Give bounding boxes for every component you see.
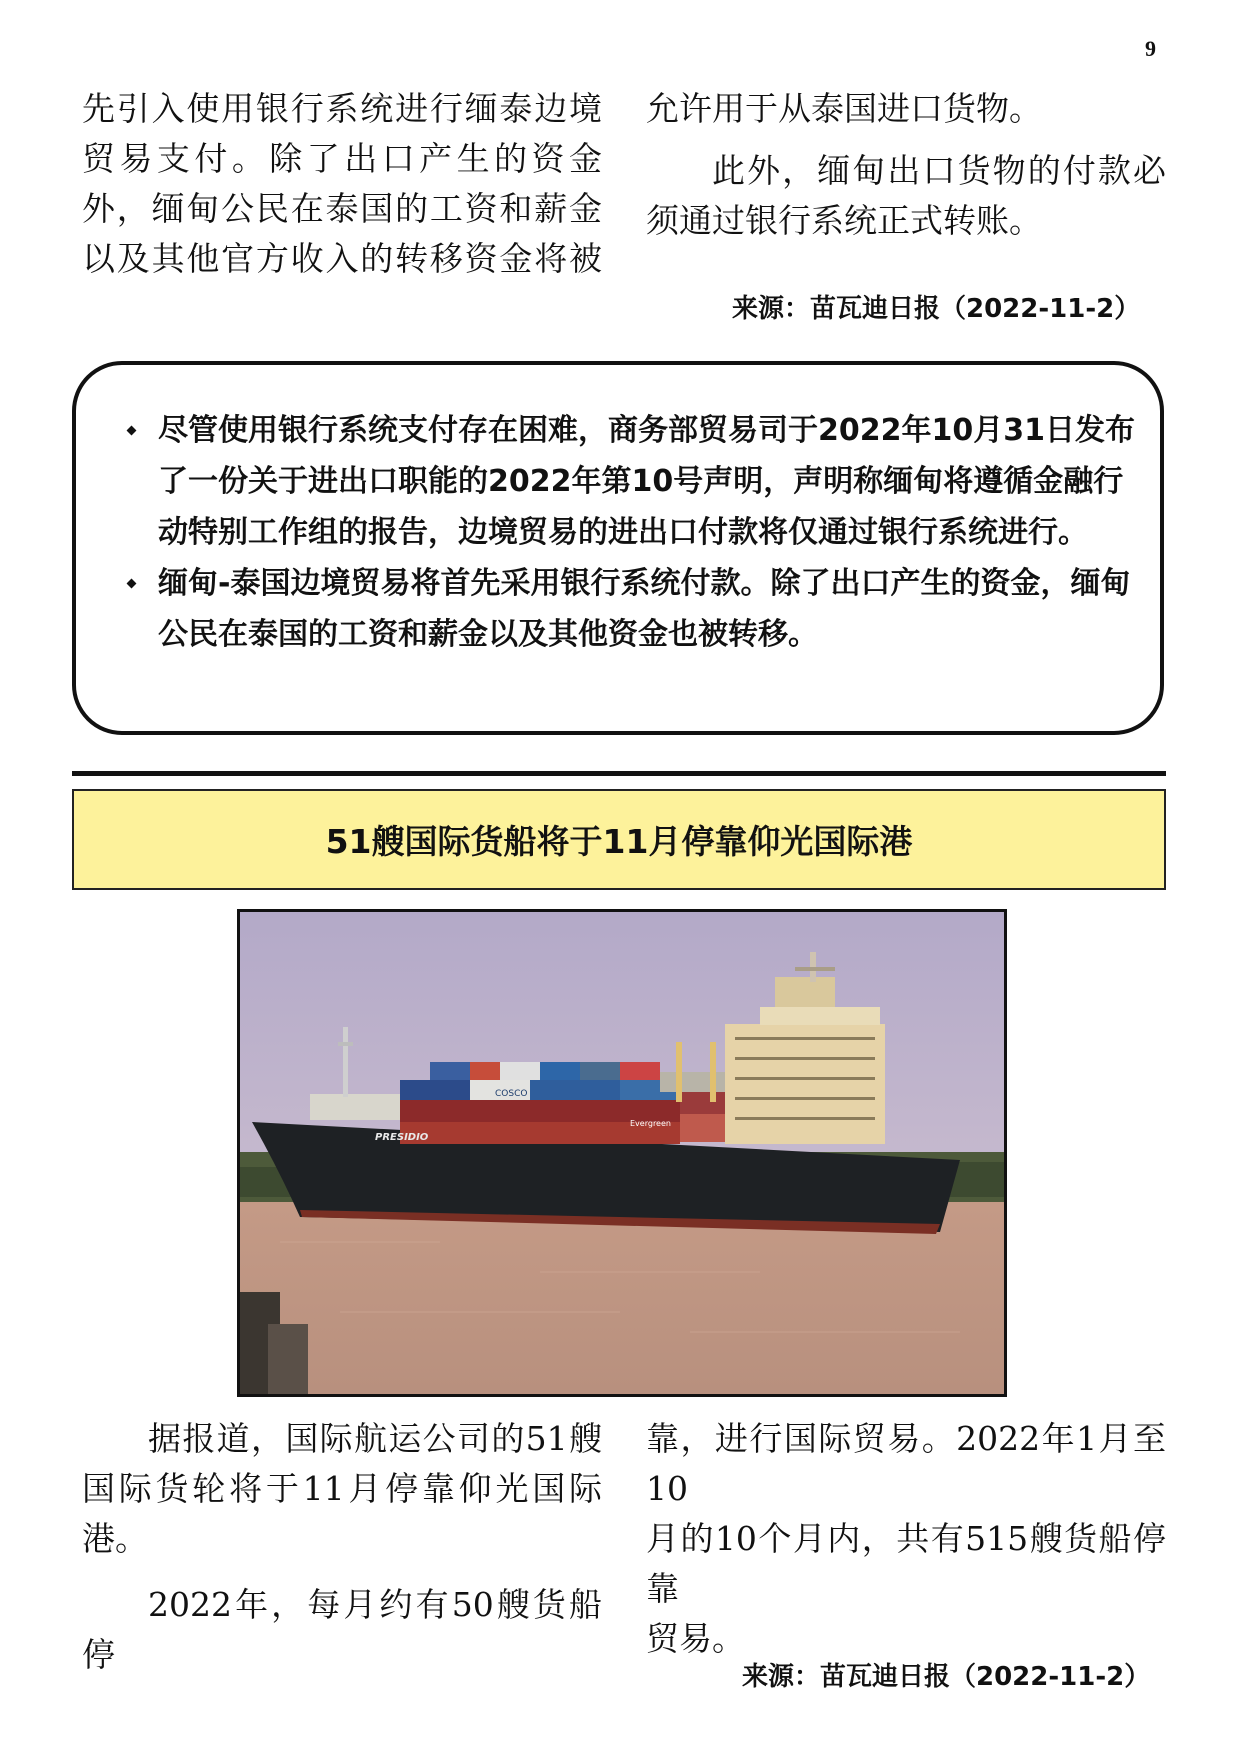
container-logo-text: Evergreen — [630, 1119, 671, 1128]
article1-right-p1: 允许用于从泰国进口货物。 — [646, 89, 1042, 128]
article2-headline: 51艘国际货船将于11月停靠仰光国际港 — [325, 822, 913, 861]
article1-left-line: 先引入使用银行系统进行缅泰边境 — [82, 89, 602, 128]
diamond-bullet-icon — [127, 426, 137, 436]
article1-left-line: 以及其他官方收入的转移资金将被 — [82, 239, 602, 278]
article1-right-line: 须通过银行系统正式转账。 — [646, 201, 1042, 240]
section-divider — [72, 771, 1166, 776]
summary-bullet — [128, 558, 1138, 660]
article1-source: 来源：苗瓦迪日报（2022-11-2） — [732, 294, 1141, 324]
article2-right-line: 月的10个月内，共有515艘货船停靠 — [646, 1519, 1166, 1608]
article2-right-line: 贸易。 — [646, 1619, 745, 1658]
container-logo-text: COSCO — [495, 1089, 528, 1099]
article2-left-column — [82, 1414, 602, 1680]
summary-bullet — [128, 405, 1138, 558]
article1-left-line: 外，缅甸公民在泰国的工资和薪金 — [82, 189, 602, 228]
article2-right-column — [646, 1414, 1166, 1664]
article1-left-line: 贸易支付。除了出口产生的资金 — [82, 139, 602, 178]
summary-bullet-text: 尽管使用银行系统支付存在困难，商务部贸易司于2022年10月31日发布了一份关于进出口职能的2022年第10号声明，声明称缅甸将遵循金融行动特别工作组的报告，边境贸易的进出口付款将仅通过银行系统进行。 — [158, 413, 1135, 550]
article2-left-line: 国际货轮将于11月停靠仰光国际 — [82, 1469, 602, 1508]
headline-box — [72, 789, 1166, 890]
diamond-bullet-icon — [127, 579, 137, 589]
article1-right-line: 此外，缅甸出口货物的付款必 — [712, 151, 1166, 190]
article1-right-column — [646, 84, 1166, 246]
page-number: 9 — [1145, 36, 1156, 61]
summary-bullet-text: 缅甸-泰国边境贸易将首先采用银行系统付款。除了出口产生的资金，缅甸公民在泰国的工资和薪金以及其他资金也被转移。 — [158, 566, 1131, 652]
article1-left-column — [82, 84, 602, 284]
article2-right-line: 靠，进行国际贸易。2022年1月至10 — [646, 1419, 1166, 1508]
article2-source: 来源：苗瓦迪日报（2022-11-2） — [742, 1662, 1151, 1692]
summary-box — [72, 361, 1164, 735]
container-ship-illustration — [240, 912, 1004, 1394]
article2-left-line: 港。 — [82, 1519, 148, 1558]
ship-name-text: PRESIDIO — [375, 1132, 429, 1143]
article2-left-p2: 2022年，每月约有50艘货船停 — [82, 1585, 602, 1674]
summary-list — [128, 405, 1138, 660]
article2-left-line: 据报道，国际航运公司的51艘 — [148, 1419, 602, 1458]
container-ship-photo — [237, 909, 1007, 1397]
